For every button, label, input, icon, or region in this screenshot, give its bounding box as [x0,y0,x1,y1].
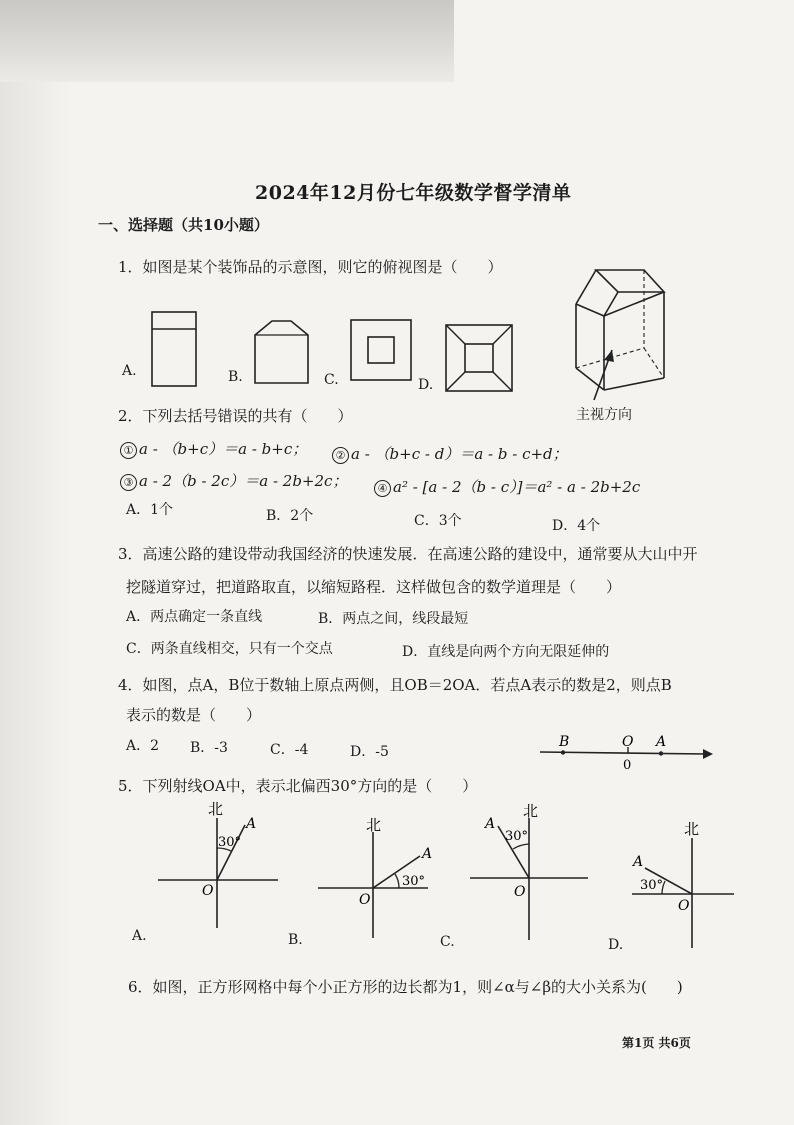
q3-stem-line1: 3．高速公路的建设带动我国经济的快速发展．在高速公路的建设中，通常要从大山中开 [118,545,698,563]
q2-item-3 [120,470,347,491]
q5-stem: 5．下列射线OA中，表示北偏西30°方向的是（ ） [118,777,478,795]
q5-a-angle: 30° [218,835,242,850]
q4-stem-line1: 4．如图，点A，B位于数轴上原点两侧，且OB＝2OA．若点A表示的数是2，则点B [118,676,672,694]
q2-item-2 [332,443,568,464]
q5-a-point-a: A [246,816,257,832]
q1-option-b-figure [255,321,308,383]
q1-option-b-label: B. [228,369,243,385]
q2-item-4-text: a² - [a - 2（b - c）]＝a² - a - 2b+2c [393,478,641,496]
q2-item-3-text: a - 2（b - 2c）＝a - 2b+2c； [139,472,348,490]
q1-option-c-figure [351,320,411,380]
q4-number-line [535,732,720,774]
q6-stem: 6．如图，正方形网格中每个小正方形的边长都为1，则∠α与∠β的大小关系为( ) [128,978,683,996]
q1-caption: 主视方向 [576,407,632,423]
q2-item-3-number: ③ [120,474,137,491]
q3-stem-line2: 挖隧道穿过，把道路取直，以缩短路程．这样做包含的数学道理是（ ） [126,578,622,596]
q5-option-d-figure [631,820,734,948]
q3-option-c: C．两条直线相交，只有一个交点 [126,641,333,657]
q2-stem: 2．下列去括号错误的共有（ ） [118,407,353,425]
q2-item-2-number: ② [332,447,349,464]
q5-c-angle: 30° [505,829,529,844]
q5-options-figure [130,798,750,950]
q4-option-d: D．-5 [350,744,389,760]
q5-c-north: 北 [523,802,539,820]
q5-option-d-label: D. [608,937,624,953]
q1-option-d-label: D. [418,377,434,393]
q5-b-point-o: O [359,892,371,908]
q5-a-north: 北 [208,800,224,818]
q2-item-4 [374,476,640,497]
q4-option-c: C．-4 [270,742,309,758]
q5-option-a-figure [158,800,278,928]
section-heading: 一、选择题（共10小题） [98,216,269,234]
q3-option-d: D．直线是向两个方向无限延伸的 [402,644,610,660]
q4-stem-line2: 表示的数是（ ） [126,706,262,724]
q5-b-north: 北 [366,816,382,834]
q5-b-point-a: A [422,846,433,862]
q2-option-a: A．1个 [126,502,174,518]
q4-option-b: B．-3 [190,740,228,756]
q5-option-a-label: A. [132,928,147,944]
q5-d-angle: 30° [640,878,664,893]
page-title: 2024年12月份七年级数学督学清单 [255,182,572,204]
q5-option-b-figure [318,816,432,938]
q5-option-b-label: B. [288,932,303,948]
q1-option-c-label: C. [324,372,339,388]
q5-d-north: 北 [684,820,700,838]
q5-option-c-label: C. [440,934,455,950]
q5-c-point-o: O [514,884,526,900]
q2-option-b: B．2个 [266,508,314,524]
q4-point-b-label: B [559,734,570,750]
q2-option-c: C．3个 [414,513,462,529]
q4-zero-label: 0 [623,758,632,773]
q1-option-a-label: A. [122,363,137,379]
q2-item-1-number: ① [120,442,137,459]
page-footer: 第1页 共6页 [622,1036,691,1050]
q4-point-a-label: A [656,734,667,750]
q4-option-a: A．2 [126,738,160,754]
q5-a-point-o: O [202,883,214,899]
q3-option-a: A．两点确定一条直线 [126,609,263,625]
q5-option-c-figure [470,802,588,940]
scan-shadow-top [0,0,454,82]
q1-stem: 1．如图是某个装饰品的示意图，则它的俯视图是（ ） [118,258,503,276]
q5-d-point-o: O [678,898,690,914]
q5-b-angle: 30° [402,874,426,889]
q2-item-2-text: a - （b+c - d）＝a - b - c+d； [351,445,568,463]
q2-option-d: D．4个 [552,518,601,534]
q5-d-point-a: A [633,854,644,870]
q5-c-point-a: A [485,816,496,832]
q3-option-b: B．两点之间，线段最短 [318,611,469,627]
scan-shadow-left [0,0,70,1125]
q4-origin-label: O [622,734,634,750]
q2-item-1-text: a - （b+c）＝a - b+c； [139,440,308,458]
q2-item-4-number: ④ [374,480,391,497]
q1-option-a-figure [152,312,196,386]
q2-item-1 [120,438,307,459]
q1-decoration-solid [568,258,678,408]
q1-option-d-figure [446,325,512,391]
